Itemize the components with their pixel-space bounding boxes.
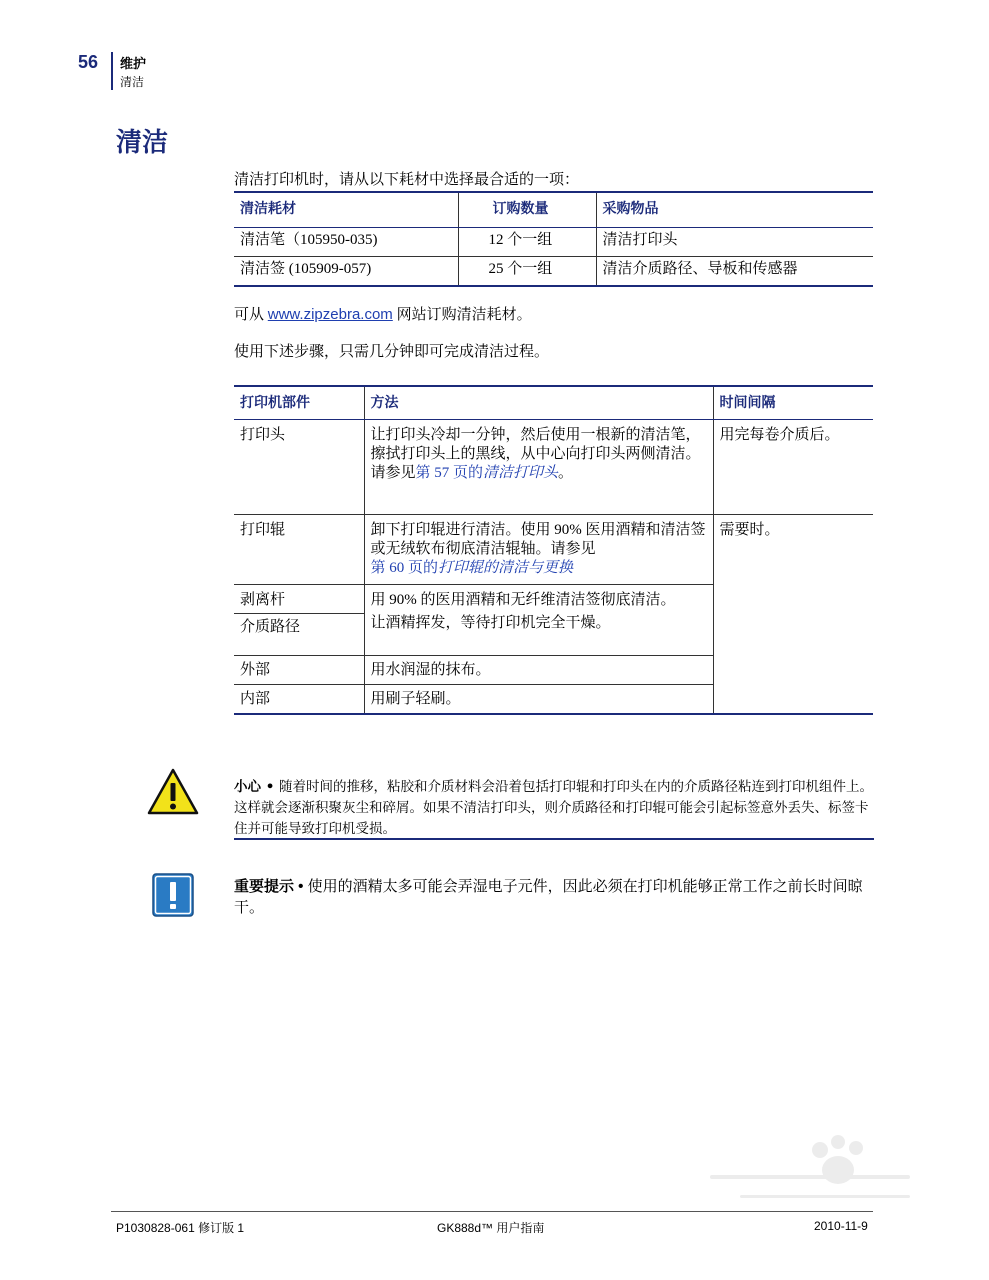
header-section: 清洁 [120, 75, 145, 89]
intro-text: 清洁打印机时，请从以下耗材中选择最合适的一项： [234, 172, 580, 188]
order-text [234, 303, 532, 324]
table-cell: 清洁笔（105950-035) [234, 228, 458, 257]
footer-guide-title: GK888d™ 用户指南 [437, 1221, 545, 1235]
ref-prefix: 请参见 [370, 465, 416, 481]
ref-page: 第 60 页的 [370, 560, 439, 576]
column-header: 采购物品 [596, 192, 873, 228]
consumables-table [234, 191, 873, 287]
table-row [234, 515, 873, 585]
method-cell: 用刷子轻刷。 [364, 685, 713, 714]
header-divider [111, 52, 113, 90]
footer-doc-number: P1030828-061 修订版 1 [116, 1221, 245, 1235]
interval-cell: 需要时。 [713, 515, 873, 714]
part-cell: 打印辊 [234, 515, 364, 585]
website-link[interactable]: www.zipzebra.com [267, 306, 393, 323]
table-header-row [234, 192, 873, 228]
column-header: 打印机部件 [234, 386, 364, 420]
interval-cell: 用完每卷介质后。 [713, 420, 873, 515]
method-cell [364, 585, 713, 656]
ref-title: 清洁打印头 [483, 465, 559, 481]
important-bullet: • [294, 878, 308, 895]
footer-date: 2010-11-9 [814, 1219, 868, 1233]
note-divider [234, 838, 874, 840]
header-chapter: 维护 [120, 56, 147, 71]
watermark-logo [700, 1120, 930, 1230]
method-cell [364, 515, 713, 585]
caution-note [234, 777, 874, 840]
table-cell: 清洁打印头 [596, 228, 873, 257]
part-cell: 介质路径 [234, 614, 364, 656]
method-text: 卸下打印辊进行清洁。使用 90% 医用酒精和清洁签或无绒软布彻底清洁辊轴。请参见 [370, 522, 706, 557]
part-cell: 内部 [240, 691, 271, 707]
part-cell: 打印头 [234, 420, 364, 515]
column-header: 方法 [364, 386, 713, 420]
exclamation-icon [152, 873, 194, 917]
important-body: 使用的酒精太多可能会弄湿电子元件，因此必须在打印机能够正常工作之前长时间晾干。 [234, 879, 863, 916]
caution-bullet: • [261, 779, 280, 795]
column-header: 订购数量 [458, 192, 596, 228]
table-header-row [234, 386, 873, 420]
caution-label: 小心 [234, 779, 261, 795]
table-row [234, 420, 873, 515]
important-note [234, 876, 874, 919]
caution-body: 随着时间的推移，粘胶和介质材料会沿着包括打印辊和打印头在内的介质路径粘连到打印机组件上。这样就会逐渐积聚灰尘和碎屑。如果不清洁打印头，则介质路径和打印辊可能会引起标签意外丢失、标签卡住并可能导致打印机受损。 [234, 779, 874, 837]
order-suffix: 网站订购清洁耗材。 [392, 307, 532, 323]
table-row [234, 228, 873, 257]
ref-page: 第 57 页的 [415, 465, 484, 481]
column-header: 清洁耗材 [234, 192, 458, 228]
cleaning-schedule-table [234, 385, 873, 715]
column-header: 时间间隔 [713, 386, 873, 420]
cross-reference-link[interactable] [416, 465, 559, 481]
table-row [234, 257, 873, 287]
part-cell: 剥离杆 [234, 585, 364, 614]
method-cell: 用水润湿的抹布。 [364, 656, 713, 685]
ref-title: 打印辊的清洁与更换 [438, 560, 574, 576]
cross-reference-link[interactable] [371, 560, 574, 576]
important-label: 重要提示 [234, 878, 295, 895]
ref-suffix: 。 [558, 465, 574, 481]
order-prefix: 可从 [234, 307, 268, 323]
warning-triangle-icon [147, 768, 199, 816]
method-text: 让酒精挥发，等待打印机完全干燥。 [370, 615, 611, 631]
method-cell [364, 420, 713, 515]
table-cell: 清洁介质路径、导板和传感器 [596, 257, 873, 287]
footer-divider [111, 1211, 873, 1212]
page-title: 清洁 [116, 127, 169, 157]
page-number: 56 [78, 52, 99, 72]
table-cell: 清洁签 (105909-057) [240, 261, 372, 277]
part-cell: 外部 [234, 656, 364, 685]
steps-intro: 使用下述步骤，只需几分钟即可完成清洁过程。 [234, 344, 550, 360]
table-cell: 12 个一组 [458, 228, 596, 257]
method-text: 让打印头冷却一分钟，然后使用一根新的清洁笔，擦拭打印头上的黑线，从中心向打印头两侧清洁。 [370, 427, 701, 462]
method-text: 用 90% 的医用酒精和无纤维清洁签彻底清洁。 [370, 592, 676, 608]
table-cell: 25 个一组 [458, 257, 596, 287]
